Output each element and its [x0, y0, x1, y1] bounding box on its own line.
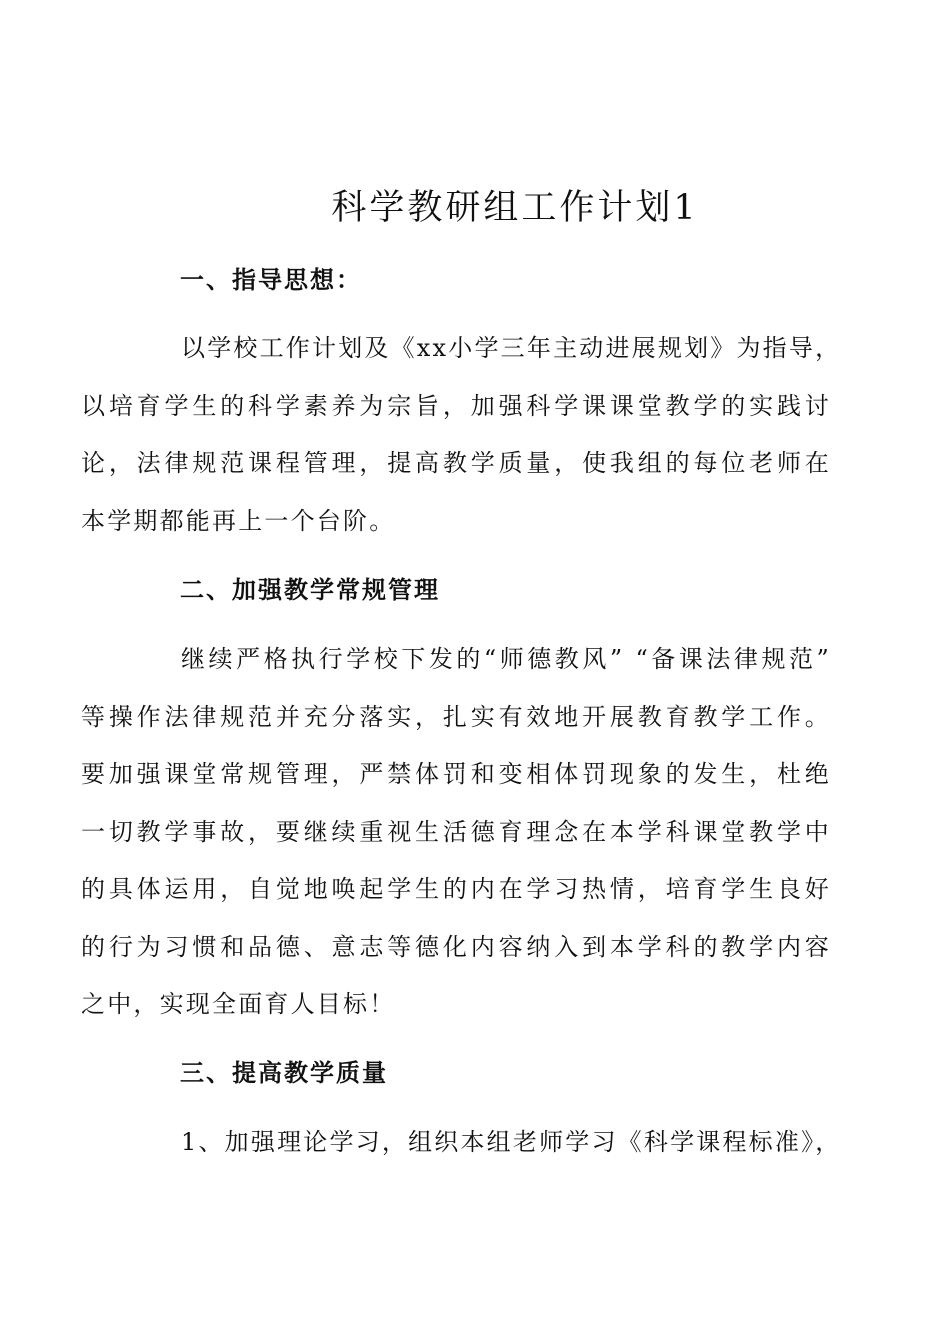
paragraph-line: 1、加强理论学习，组织本组老师学习《科学课程标准》，: [181, 1128, 842, 1156]
paragraph-line: 一切教学事故，要继续重视生活德育理念在本学科课堂教学中: [81, 817, 831, 846]
section-heading-teaching-quality: 三、提高教学质量: [180, 1058, 388, 1087]
paragraph-line: 之中，实现全面育人目标！: [81, 990, 396, 1018]
document-title: 科学教研组工作计划1: [331, 188, 699, 228]
paragraph-line: 等操作法律规范并充分落实，扎实有效地开展教育教学工作。: [81, 702, 831, 731]
paragraph-line: 以学校工作计划及《xx小学三年主动进展规划》为指导，: [181, 334, 842, 362]
paragraph-line: 论，法律规范课程管理，提高教学质量，使我组的每位老师在: [81, 449, 831, 477]
paragraph-line: 要加强课堂常规管理，严禁体罚和变相体罚现象的发生，杜绝: [81, 760, 831, 788]
section-paragraph-guiding-thought: [81, 320, 842, 550]
section-heading-guiding-thought: 一、指导思想：: [180, 265, 362, 294]
section-paragraph-teaching-routine: [81, 631, 831, 1034]
section-heading-teaching-routine: 二、加强教学常规管理: [180, 575, 440, 604]
section-paragraph-teaching-quality: [131, 1114, 842, 1172]
paragraph-line: 继续严格执行学校下发的“师德教风” “备课法律规范”: [181, 645, 831, 673]
paragraph-line: 的具体运用，自觉地唤起学生的内在学习热情，培育学生良好: [81, 875, 831, 903]
paragraph-line: 本学期都能再上一个台阶。: [81, 506, 396, 535]
paragraph-line: 的行为习惯和品德、意志等德化内容纳入到本学科的教学内容: [81, 932, 831, 961]
paragraph-line: 以培育学生的科学素养为宗旨，加强科学课课堂教学的实践讨: [81, 391, 831, 420]
